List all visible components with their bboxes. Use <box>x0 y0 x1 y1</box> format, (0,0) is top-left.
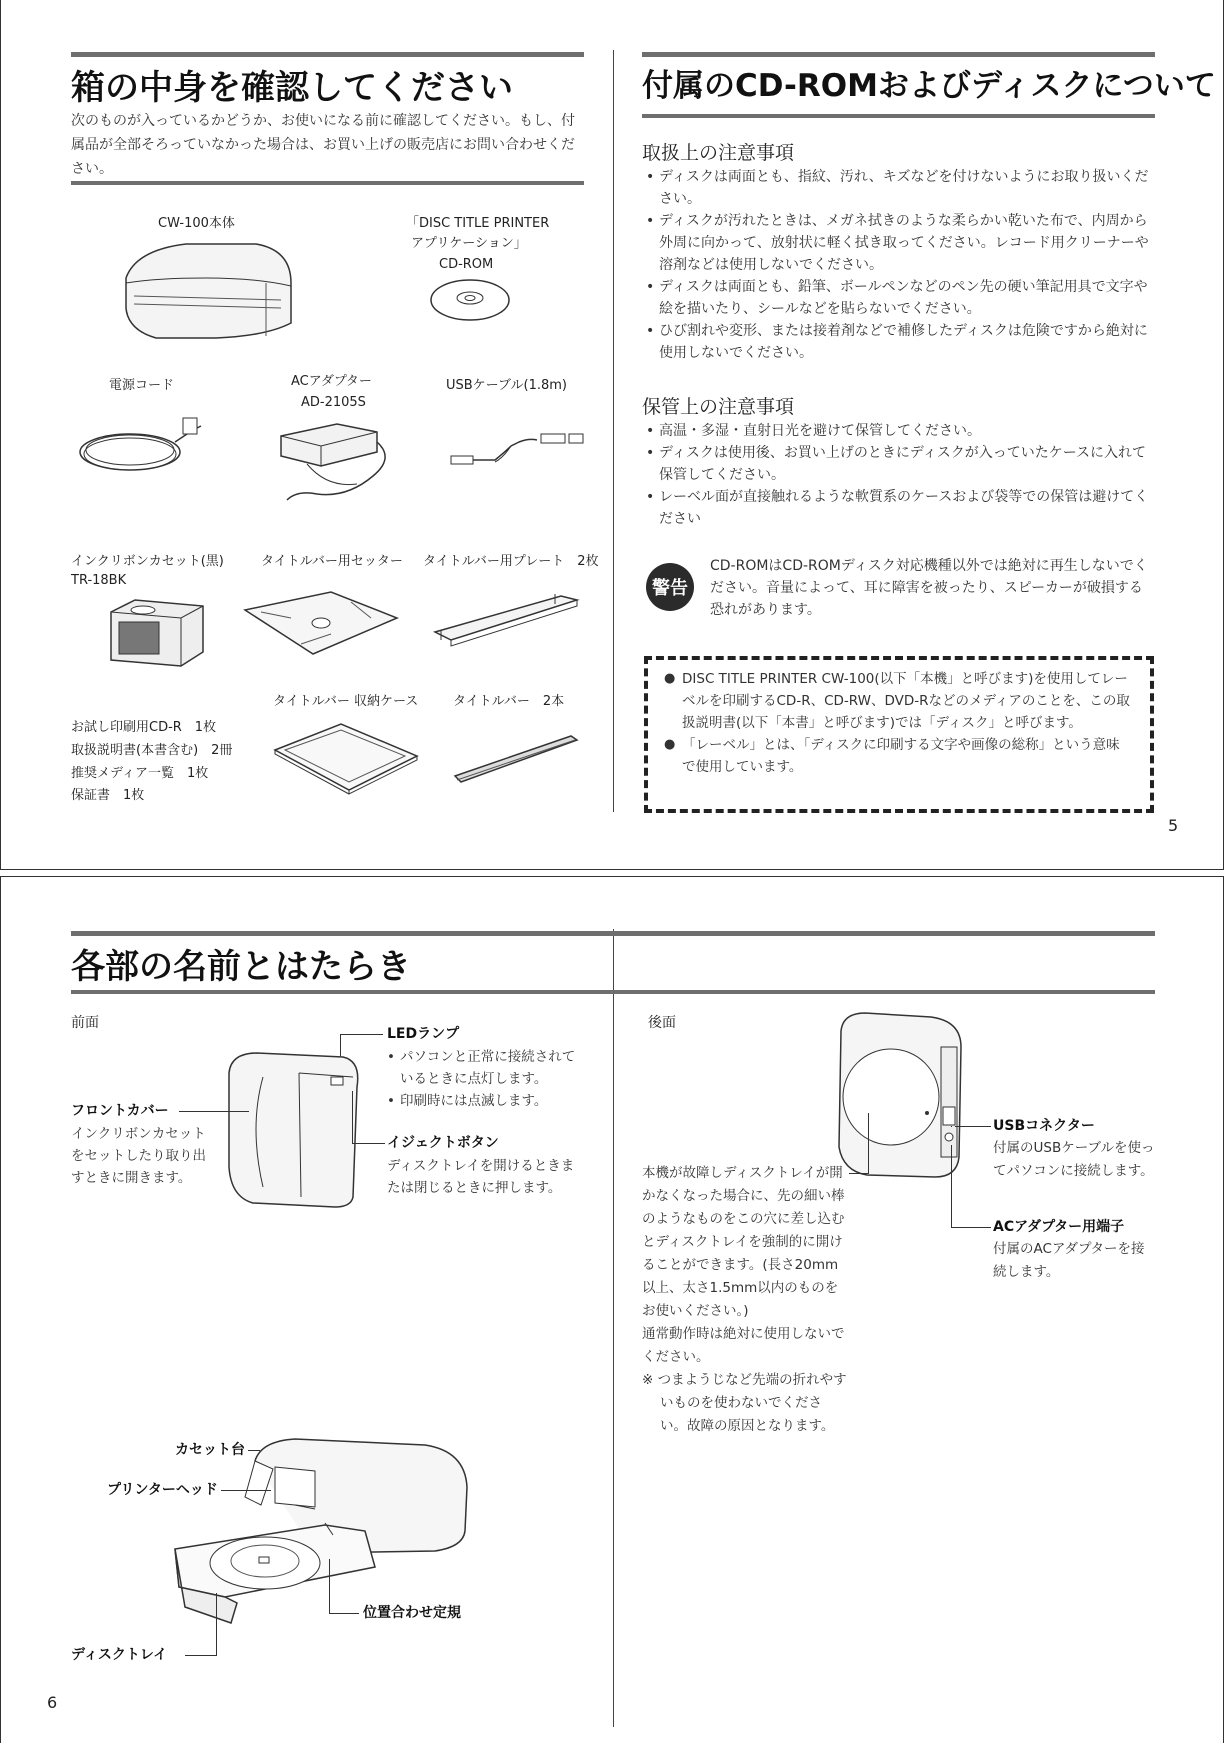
printer-front-illustration <box>223 1047 363 1211</box>
front-cover-label: フロントカバー <box>71 1103 169 1119</box>
printer-head-label: プリンターヘッド <box>107 1482 218 1498</box>
printer-back-illustration <box>831 1007 966 1182</box>
item-label-body: CW-100本体 <box>158 216 235 231</box>
parts-title: 各部の名前とはたらき <box>71 947 411 987</box>
led-bullet: • パソコンと正常に接続されているときに点灯します。 <box>387 1046 587 1090</box>
manual-page-5 <box>0 0 1224 870</box>
note-item: ● DISC TITLE PRINTER CW-100(以下「本機」と呼びます)を使用してレーベルを印刷するCD-R、CD-RW、DVD-Rなどのメディアのことを、この取扱説明書(以下「本書」と呼びます)では「ディスク」と呼びます。 <box>664 668 1132 734</box>
misc-item: 推奨メディア一覧 1枚 <box>71 766 209 781</box>
item-label-ribbon-1: インクリボンカセット(黒) <box>71 554 224 569</box>
led-description <box>387 1046 587 1112</box>
usb-connector-label: USBコネクター <box>993 1118 1095 1134</box>
item-label-plate: タイトルバー用プレート 2枚 <box>423 554 599 569</box>
item-label-case: タイトルバー 収納ケース <box>273 694 419 709</box>
led-label: LEDランプ <box>387 1026 460 1042</box>
ink-ribbon-cassette-illustration <box>105 596 209 672</box>
item-label-adapter-1: ACアダプター <box>291 374 372 389</box>
guide-label: 位置合わせ定規 <box>363 1605 461 1621</box>
printer-body-illustration <box>116 238 296 343</box>
eject-button-description: ディスクトレイを開けるときまたは閉じるときに押します。 <box>387 1158 575 1196</box>
cd-rom-illustration <box>429 278 511 322</box>
section-rule <box>71 990 1155 994</box>
handling-item: • ディスクが汚れたときは、メガネ拭きのような柔らかい乾いた布で、内周から外周に向かって、放射状に軽く拭き取ってください。レコード用クリーナーや溶剤などは使用しないでください。 <box>646 210 1154 276</box>
handling-heading: 取扱上の注意事項 <box>642 142 795 164</box>
item-label-app-3: CD-ROM <box>439 257 494 272</box>
storage-heading: 保管上の注意事項 <box>642 396 795 418</box>
back-heading: 後面 <box>648 1015 676 1031</box>
storage-list <box>646 420 1154 530</box>
manual-page-6 <box>0 876 1224 1743</box>
title-bar-case-illustration <box>271 720 421 796</box>
handling-list <box>646 166 1154 364</box>
title-bar-illustration <box>451 730 581 790</box>
title-bar-plate-illustration <box>431 590 581 650</box>
warning-badge: 警告 <box>646 563 694 611</box>
storage-item: • レーベル面が直接触れるような軟質系のケースおよび袋等での保管は避けてください <box>646 486 1154 530</box>
handling-item: • ディスクは両面とも、指紋、汚れ、キズなどを付けないようにお取り扱いください。 <box>646 166 1154 210</box>
disc-tray-label: ディスクトレイ <box>71 1647 168 1663</box>
section-rule <box>71 52 584 57</box>
section-rule <box>642 52 1155 57</box>
note-item: ● 「レーベル」とは、「ディスクに印刷する文字や画像の総称」という意味で使用しています。 <box>664 734 1132 778</box>
item-label-adapter-2: AD-2105S <box>301 395 366 410</box>
column-divider <box>613 50 614 812</box>
ac-adapter-port-label: ACアダプター用端子 <box>993 1219 1125 1235</box>
misc-item: 保証書 1枚 <box>71 788 145 803</box>
emergency-release-note: 通常動作時は絶対に使用しないでください。 <box>642 1326 845 1365</box>
notes-box <box>644 656 1154 813</box>
front-heading: 前面 <box>71 1015 99 1031</box>
item-label-app-1: 「DISC TITLE PRINTER <box>406 216 550 231</box>
item-label-usb: USBケーブル(1.8m) <box>446 378 567 393</box>
power-cord-illustration <box>75 412 205 482</box>
usb-cable-illustration <box>449 432 589 472</box>
usb-connector-description: 付属のUSBケーブルを使ってパソコンに接続します。 <box>993 1140 1155 1179</box>
storage-item: • ディスクは使用後、お買い上げのときにディスクが入っていたケースに入れて保管してください。 <box>646 442 1154 486</box>
cdrom-disc-title: 付属のCD-ROMおよびディスクについて <box>642 68 1216 104</box>
misc-item: お試し印刷用CD-R 1枚 <box>71 720 217 735</box>
title-bar-setter-illustration <box>241 588 401 658</box>
misc-item: 取扱説明書(本書含む) 2冊 <box>71 743 233 758</box>
storage-item: • 高温・多湿・直射日光を避けて保管してください。 <box>646 420 1154 442</box>
page-number: 5 <box>1168 816 1179 835</box>
ac-adapter-port-description: 付属のACアダプターを接続します。 <box>993 1241 1145 1280</box>
contents-intro: 次のものが入っているかどうか、お使いになる前に確認してください。もし、付属品が全部そろっていなかった場合は、お買い上げの販売店にお問い合わせください。 <box>71 113 575 177</box>
led-bullet: • 印刷時には点滅します。 <box>387 1090 587 1112</box>
handling-item: • ひび割れや変形、または接着剤などで補修したディスクは危険ですから絶対に使用しないでください。 <box>646 320 1154 364</box>
cassette-base-label: カセット台 <box>175 1442 245 1458</box>
item-label-ribbon-2: TR-18BK <box>71 573 127 588</box>
warning-text: CD-ROMはCD-ROMディスク対応機種以外では絶対に再生しないでください。音量によって、耳に障害を被ったり、スピーカーが破損する恐れがあります。 <box>710 558 1148 618</box>
section-rule <box>71 931 1155 936</box>
contents-title: 箱の中身を確認してください <box>71 68 513 108</box>
emergency-release-caution: ※ つまようじなど先端の折れやすいものを使わないでください。故障の原因となります。 <box>642 1372 847 1434</box>
item-label-setter: タイトルバー用セッター <box>261 554 403 569</box>
front-cover-description: インクリボンカセットをセットしたり取り出すときに開きます。 <box>71 1126 206 1186</box>
item-label-titlebar: タイトルバー 2本 <box>453 694 565 709</box>
eject-button-label: イジェクトボタン <box>387 1135 499 1151</box>
section-rule <box>71 181 584 185</box>
item-label-app-2: アプリケーション」 <box>411 236 527 251</box>
section-rule <box>642 114 1155 118</box>
emergency-release-description: 本機が故障しディスクトレイが開かなくなった場合に、先の細い棒のようなものをこの穴に差し込むとディスクトレイを強制的に開けることができます。(長さ20mm以上、太さ1.5mm以内のものをお使いください。) <box>642 1165 845 1319</box>
handling-item: • ディスクは両面とも、鉛筆、ボールペンなどのペン先の硬い筆記用具で文字や絵を描いたり、シールなどを貼らないでください。 <box>646 276 1154 320</box>
page-number: 6 <box>47 1693 58 1712</box>
item-label-power-cord: 電源コード <box>109 378 175 393</box>
ac-adapter-illustration <box>277 418 397 508</box>
column-divider <box>613 929 614 1727</box>
